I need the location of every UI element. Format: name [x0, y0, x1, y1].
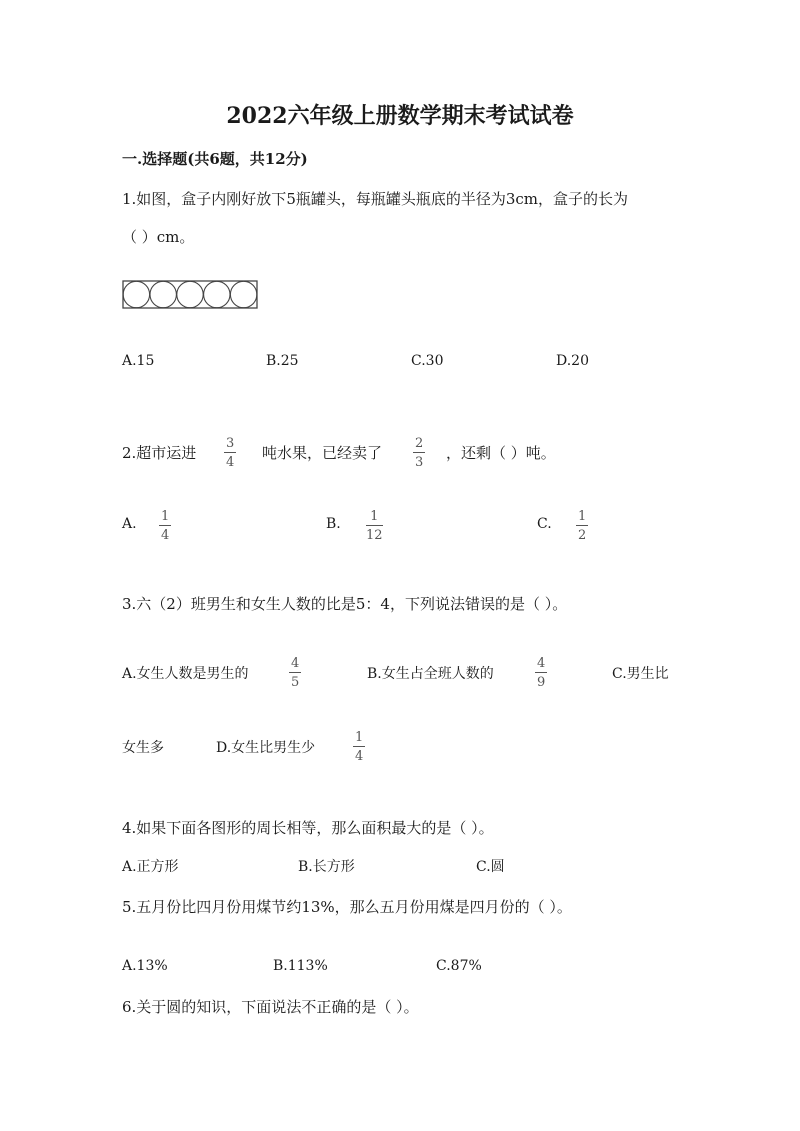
fraction-numerator: 1 [370, 509, 379, 524]
q1-option-c[interactable]: C.30 [411, 353, 444, 369]
q4-option-c[interactable]: C.圆 [476, 859, 505, 875]
q1-box-figure [122, 280, 258, 310]
q4-option-b[interactable]: B.长方形 [298, 859, 355, 875]
q2-option-c-fraction[interactable] [576, 510, 588, 542]
q2-stem-part3: ，还剩（ ）吨。 [446, 444, 556, 462]
fraction-denominator: 4 [161, 528, 170, 543]
q3-option-a-fraction [289, 657, 301, 689]
can-circle [204, 281, 230, 307]
q2-option-b-fraction[interactable] [366, 510, 383, 542]
fraction-denominator: 3 [415, 455, 424, 470]
can-circle [230, 281, 256, 307]
q1-option-d[interactable]: D.20 [556, 353, 589, 369]
fraction-numerator: 1 [161, 509, 170, 524]
fraction-denominator: 4 [355, 749, 364, 764]
q3-option-d[interactable]: D.女生比男生少 [216, 740, 316, 756]
q1-option-b[interactable]: B.25 [266, 353, 299, 369]
q3-stem: 3.六（2）班男生和女生人数的比是5：4，下列说法错误的是（ ）。 [122, 595, 568, 613]
fraction-denominator: 9 [537, 675, 546, 690]
q2-stem-part1: 2.超市运进 [122, 444, 197, 462]
fraction-denominator: 2 [578, 528, 587, 543]
can-circle [177, 281, 203, 307]
q2-fraction-1 [224, 437, 236, 469]
fraction-denominator: 12 [366, 528, 383, 543]
q4-option-a[interactable]: A.正方形 [122, 859, 179, 875]
box-outline [123, 281, 257, 308]
q2-fraction-2 [413, 437, 425, 469]
q6-stem: 6.关于圆的知识，下面说法不正确的是（ ）。 [122, 998, 419, 1016]
q5-stem: 5.五月份比四月份用煤节约13%，那么五月份用煤是四月份的（ ）。 [122, 898, 572, 916]
q1-option-a[interactable]: A.15 [122, 353, 155, 369]
fraction-numerator: 1 [578, 509, 587, 524]
q4-stem: 4.如果下面各图形的周长相等，那么面积最大的是（ ）。 [122, 819, 494, 837]
fraction-numerator: 4 [537, 656, 546, 671]
q2-option-a-label[interactable]: A. [122, 516, 137, 532]
q3-option-b[interactable]: B.女生占全班人数的 [367, 666, 494, 682]
fraction-numerator: 4 [291, 656, 300, 671]
q5-option-c[interactable]: C.87% [436, 958, 482, 974]
fraction-numerator: 1 [355, 730, 364, 745]
fraction-denominator: 5 [291, 675, 300, 690]
q3-option-b-fraction [535, 657, 547, 689]
fraction-numerator: 3 [226, 436, 235, 451]
q2-stem-part2: 吨水果，已经卖了 [262, 444, 383, 462]
q5-option-b[interactable]: B.113% [273, 958, 328, 974]
q1-stem-line2: （ ）cm。 [122, 228, 195, 246]
section-heading: 一.选择题(共6题，共12分) [122, 150, 308, 168]
q1-stem-line1: 1.如图，盒子内刚好放下5瓶罐头，每瓶罐头瓶底的半径为3cm，盒子的长为 [122, 190, 629, 208]
can-circle [150, 281, 176, 307]
fraction-denominator: 4 [226, 455, 235, 470]
can-circle [123, 281, 149, 307]
q3-option-d-fraction [353, 731, 365, 763]
q5-option-a[interactable]: A.13% [122, 958, 168, 974]
q2-option-a-fraction[interactable] [159, 510, 171, 542]
page-title: 2022六年级上册数学期末考试试卷 [226, 103, 574, 129]
q2-option-b-label[interactable]: B. [326, 516, 341, 532]
fraction-numerator: 2 [415, 436, 424, 451]
q2-option-c-label[interactable]: C. [537, 516, 552, 532]
q3-option-c-part1[interactable]: C.男生比 [612, 666, 669, 682]
q3-option-a[interactable]: A.女生人数是男生的 [122, 666, 249, 682]
q3-option-c-part2[interactable]: 女生多 [122, 740, 164, 756]
